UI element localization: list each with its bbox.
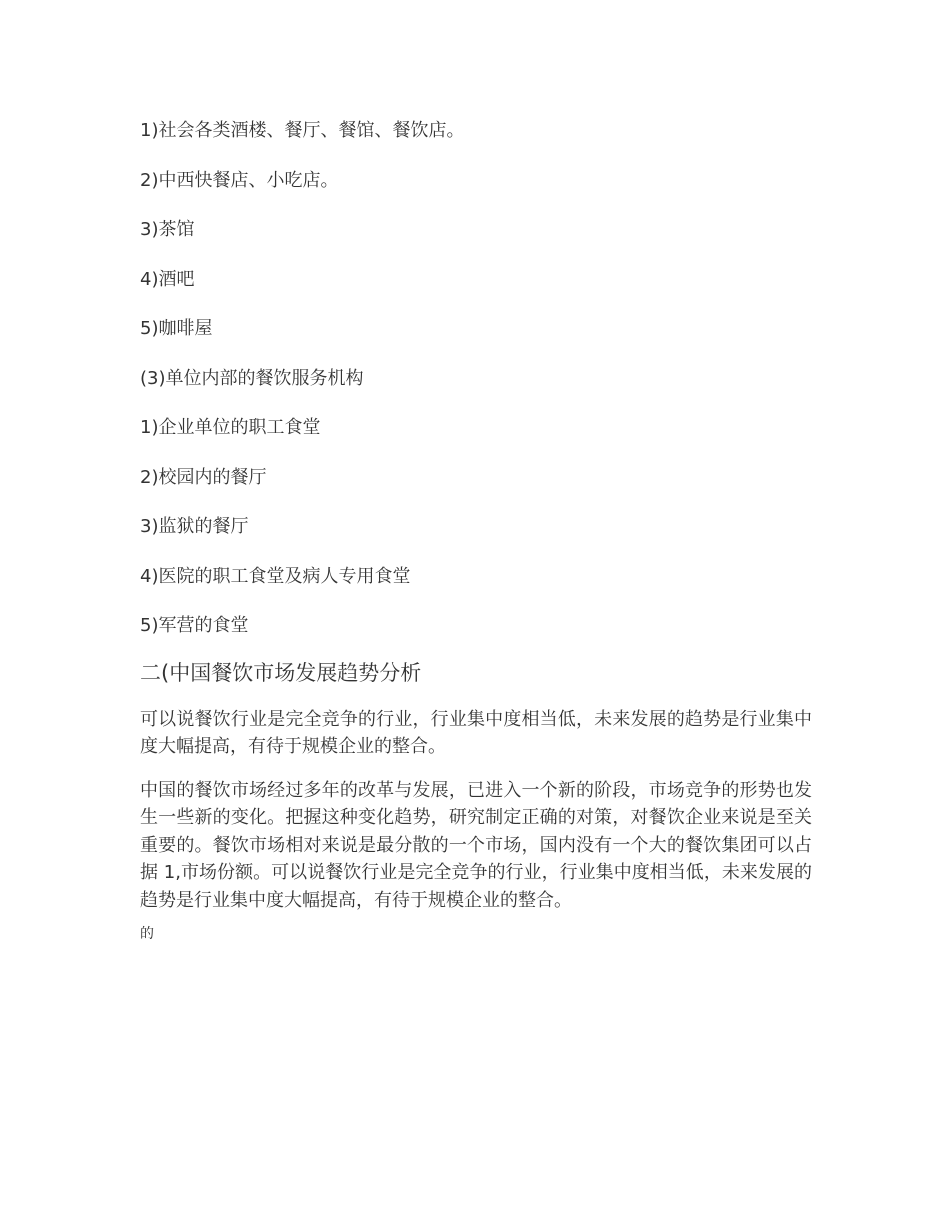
list-item: 5)咖啡屋 (140, 318, 213, 339)
list-item: 3)监狱的餐厅 (140, 516, 249, 537)
list-item: 4)酒吧 (140, 268, 195, 290)
list-item: 2)中西快餐店、小吃店。 (140, 169, 339, 191)
document-body (140, 116, 812, 944)
paragraph: 可以说餐饮行业是完全竞争的行业，行业集中度相当低，未来发展的趋势是行业集中度大幅提高，有待于规模企业的整合。 (140, 708, 812, 757)
list-item: 4)医院的职工食堂及病人专用食堂 (140, 565, 411, 587)
list-item: 5)军营的食堂 (140, 615, 249, 636)
paragraph: 中国的餐饮市场经过多年的改革与发展，已进入一个新的阶段，市场竞争的形势也发生一些新的变化。把握这种变化趋势，研究制定正确的对策，对餐饮企业来说是至关重要的。餐饮市场相对来说是最分散的一个市场，国内没有一个大的餐饮集团可以占据 1,市场份额。可以说餐饮行业是完全竞争的行业，行业集中度相当低，未来发展的趋势是行业集中度大幅提高，有待于规模企业的整合。 (140, 779, 812, 911)
list-item: 2)校园内的餐厅 (140, 466, 267, 488)
list-item: 1)企业单位的职工食堂 (140, 417, 321, 438)
subsection-title: (3)单位内部的餐饮服务机构 (140, 367, 364, 389)
list-item: 3)茶馆 (140, 219, 195, 240)
text-fragment: 的 (140, 926, 154, 942)
section-heading: 二(中国餐饮市场发展趋势分析 (140, 660, 422, 685)
list-item: 1)社会各类酒楼、餐厅、餐馆、餐饮店。 (140, 120, 465, 141)
